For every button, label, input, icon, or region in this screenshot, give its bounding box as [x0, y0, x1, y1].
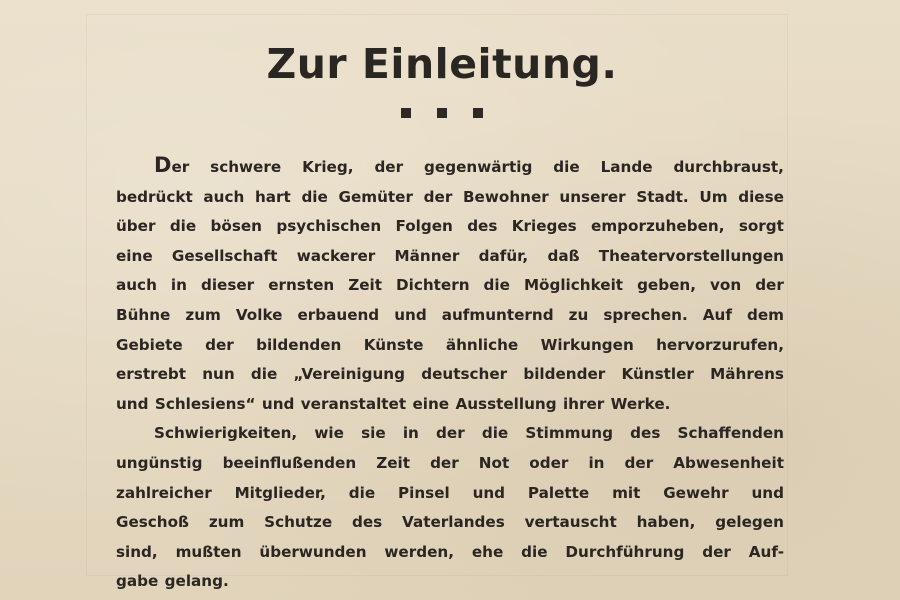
- word: oder: [529, 453, 569, 472]
- word: Wirkungen: [540, 335, 634, 354]
- word: Werke.: [610, 394, 671, 413]
- word: die: [553, 158, 580, 176]
- text-line: [116, 508, 784, 538]
- word: hart: [254, 187, 291, 206]
- word: der: [436, 424, 465, 443]
- word: durchbraust,: [673, 158, 784, 176]
- word: in: [170, 276, 187, 295]
- word: zum: [185, 305, 221, 324]
- word: Mährens: [710, 365, 784, 384]
- word: der: [755, 276, 784, 295]
- word: schwere: [210, 158, 282, 176]
- word: Möglichkeit: [523, 276, 624, 295]
- text-line: [116, 390, 784, 420]
- word: Ausstellung: [455, 394, 557, 413]
- body-text: [116, 153, 784, 597]
- text-line: [116, 301, 784, 331]
- word: die: [348, 483, 376, 502]
- text-line: [116, 567, 784, 597]
- word: erstrebt: [116, 365, 187, 384]
- word: Zeit: [348, 276, 382, 295]
- word: Vaterlandes: [402, 513, 505, 532]
- word: in: [588, 453, 605, 472]
- word: der: [702, 542, 731, 561]
- word: veranstaltet: [300, 394, 407, 413]
- word: auch: [203, 187, 245, 206]
- word: bösen: [210, 217, 262, 236]
- word: gelang.: [164, 572, 229, 591]
- word: die: [521, 542, 548, 561]
- word: Um: [699, 187, 728, 206]
- word: Stadt.: [636, 187, 689, 206]
- word: vertauscht: [524, 513, 617, 532]
- word: die: [483, 276, 510, 295]
- word: des: [351, 513, 383, 532]
- word: der: [374, 158, 404, 176]
- word: erbauend: [297, 305, 380, 324]
- word: der: [430, 453, 459, 472]
- word: auch: [116, 276, 157, 295]
- word: Palette: [527, 483, 590, 502]
- word: zahlreicher: [116, 483, 212, 502]
- text-line: [116, 360, 784, 390]
- word: ehe: [471, 542, 504, 561]
- word: Not: [478, 453, 510, 472]
- word: eine: [412, 394, 450, 413]
- text-line: [116, 419, 784, 449]
- word: Durchführung: [565, 542, 685, 561]
- initial-letter: D: [154, 153, 172, 177]
- word: werden,: [384, 542, 454, 561]
- word: und: [751, 483, 784, 502]
- word: Schaffenden: [677, 424, 784, 443]
- text-line: [116, 538, 784, 568]
- word: Gebiete: [116, 335, 183, 354]
- page-title: Zur Einleitung.: [266, 40, 618, 88]
- word: die: [301, 187, 328, 206]
- word: Abwesenheit: [673, 453, 784, 472]
- word: Stimmung: [525, 424, 613, 443]
- ornament-squares: [0, 108, 884, 118]
- word: diese: [738, 187, 784, 206]
- text-line: [116, 242, 784, 272]
- word: und: [472, 483, 506, 502]
- word: beeinflußenden: [222, 453, 357, 472]
- word: dafür,: [478, 246, 529, 265]
- word: über: [116, 217, 156, 236]
- word: Männer: [394, 246, 460, 265]
- word: zu: [568, 305, 589, 324]
- word: sind,: [116, 542, 158, 561]
- word: mußten: [175, 542, 242, 561]
- word: ernsten: [268, 276, 335, 295]
- word: Pinsel: [398, 483, 450, 502]
- word: Krieges: [511, 217, 577, 236]
- word: Künstler: [621, 365, 694, 384]
- word: nun: [202, 365, 235, 384]
- word: emporzuheben,: [591, 217, 725, 236]
- word: deutscher: [421, 365, 508, 384]
- word: Volke: [235, 305, 283, 324]
- word: haben,: [636, 513, 696, 532]
- word: des: [467, 217, 498, 236]
- word: sie: [361, 424, 386, 443]
- word: Bühne: [116, 305, 171, 324]
- word: Mitglieder,: [234, 483, 326, 502]
- word: Auf: [702, 305, 732, 324]
- text-line: [116, 271, 784, 301]
- text-line: [116, 212, 784, 242]
- word: gabe: [116, 572, 159, 591]
- word: die: [169, 217, 197, 236]
- word: Bewohner: [462, 187, 549, 206]
- word: ähnliche: [445, 335, 519, 354]
- word: Lande: [600, 158, 653, 176]
- word: psychischen: [276, 217, 382, 236]
- word: Gemüter: [338, 187, 413, 206]
- word: Künste: [363, 335, 424, 354]
- word: der: [423, 187, 453, 206]
- word: zum: [208, 513, 245, 532]
- word: dem: [746, 305, 784, 324]
- word: Auf-: [748, 542, 784, 561]
- word: Folgen: [395, 217, 453, 236]
- word: gelegen: [715, 513, 784, 532]
- word: Schwierigkeiten,: [154, 424, 298, 443]
- word: der: [624, 453, 654, 472]
- word: Gesellschaft: [171, 246, 278, 265]
- text-line: [116, 449, 784, 479]
- word: und: [116, 394, 149, 413]
- text-line: [116, 331, 784, 361]
- word: überwunden: [259, 542, 367, 561]
- word: des: [630, 424, 661, 443]
- word: hervorzurufen,: [656, 335, 784, 354]
- word: „Vereinigung: [293, 365, 405, 384]
- word: die: [481, 424, 509, 443]
- word: wackerer: [296, 246, 376, 265]
- word: und: [394, 305, 427, 324]
- word: ihrer: [562, 394, 605, 413]
- word: Krieg,: [302, 158, 354, 176]
- ornament-square: [437, 108, 447, 118]
- word: geben,: [637, 276, 696, 295]
- word: wie: [314, 424, 344, 443]
- word: Der: [154, 153, 190, 177]
- word: und: [261, 394, 295, 413]
- word: mit: [612, 483, 641, 502]
- word: Gewehr: [663, 483, 729, 502]
- word: Zeit: [376, 453, 410, 472]
- word: Geschoß: [116, 513, 189, 532]
- word: sorgt: [738, 217, 784, 236]
- word: Schutze: [264, 513, 333, 532]
- word: bildenden: [256, 335, 342, 354]
- word: Theatervorstellungen: [598, 246, 784, 265]
- word: unserer: [559, 187, 626, 206]
- word: sprechen.: [603, 305, 688, 324]
- word: von: [710, 276, 742, 295]
- ornament-square: [473, 108, 483, 118]
- word: in: [402, 424, 419, 443]
- word: bildender: [523, 365, 606, 384]
- word: eine: [116, 246, 153, 265]
- word: die: [250, 365, 278, 384]
- text-line: [116, 479, 784, 509]
- word: bedrückt: [116, 187, 193, 206]
- word: aufmunternd: [441, 305, 554, 324]
- word: daß: [547, 246, 580, 265]
- text-line: [116, 183, 784, 213]
- word: ungünstig: [116, 453, 203, 472]
- text-line: [116, 153, 784, 183]
- word: gegenwärtig: [424, 158, 533, 176]
- word: Schlesiens“: [154, 394, 256, 413]
- word: dieser: [200, 276, 255, 295]
- word: Dichtern: [396, 276, 470, 295]
- ornament-square: [401, 108, 411, 118]
- word: der: [205, 335, 234, 354]
